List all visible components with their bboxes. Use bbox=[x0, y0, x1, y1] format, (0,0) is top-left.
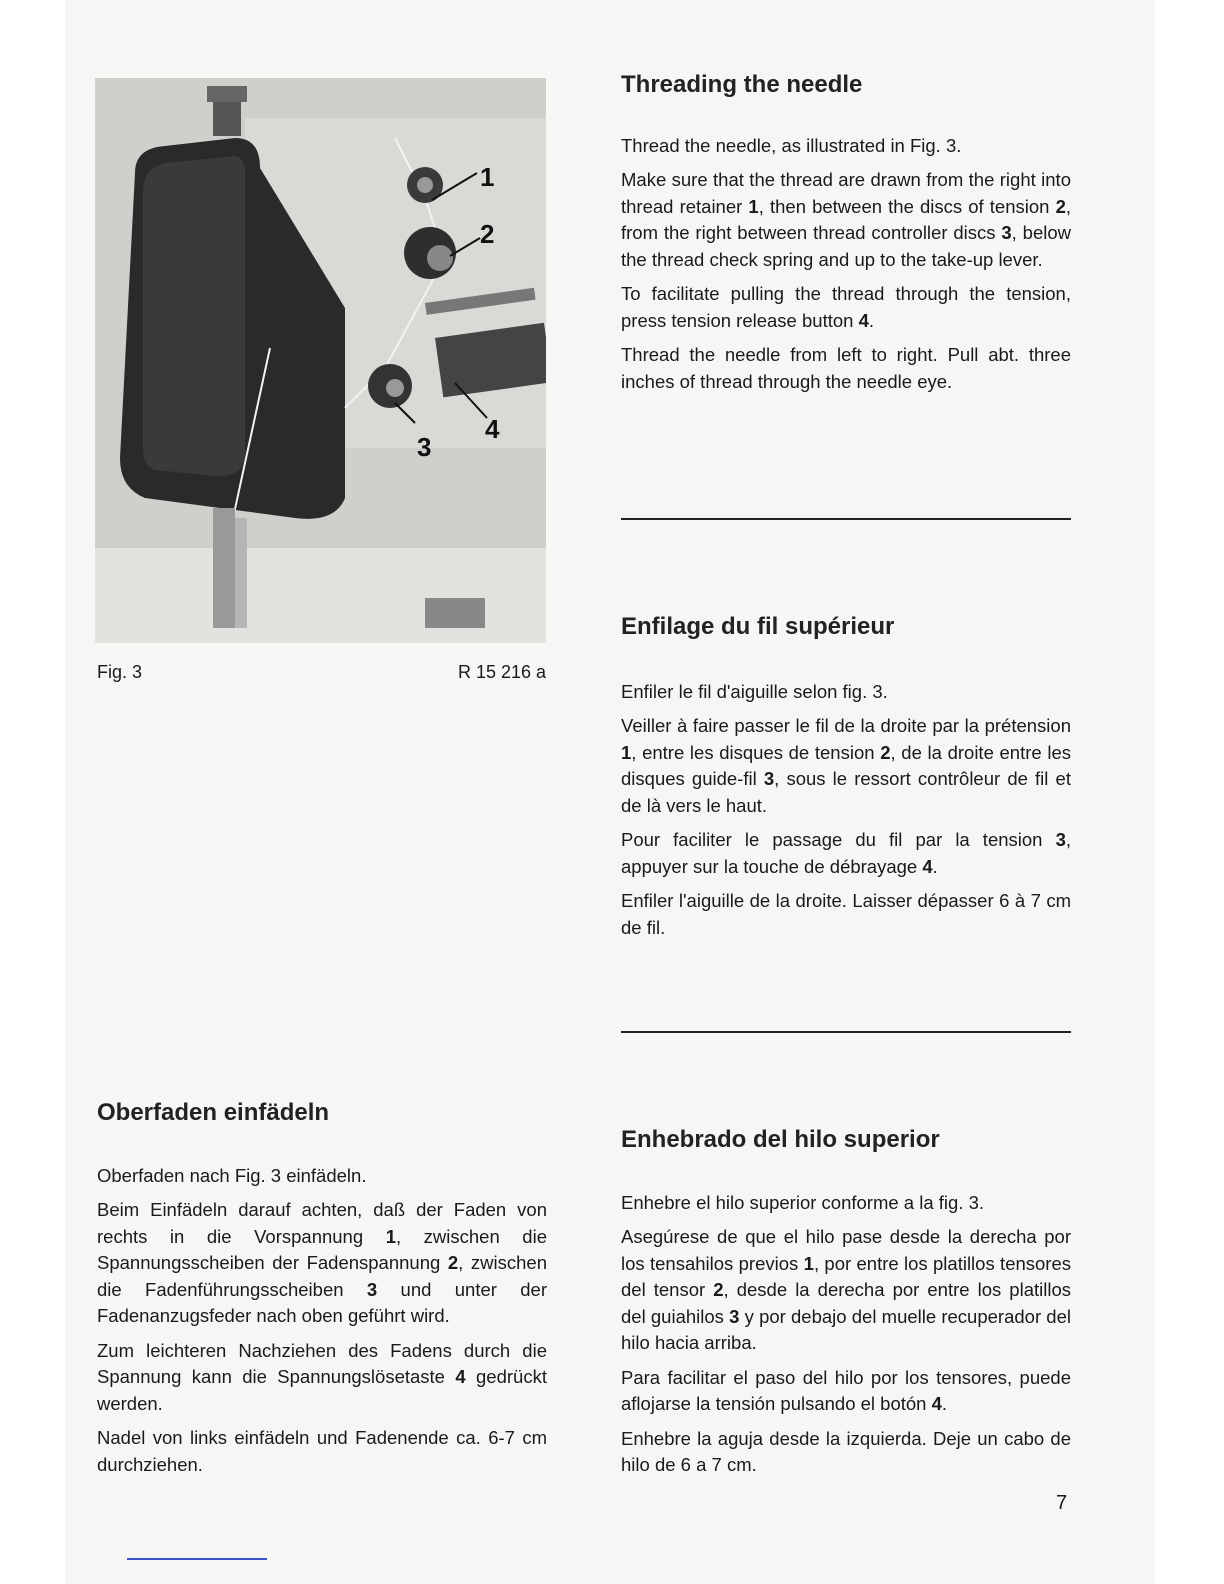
spanish-p4: Enhebre la aguja desde la izquierda. Deje un cabo de hilo de 6 a 7 cm. bbox=[621, 1427, 1071, 1475]
french-p2: Veiller à faire passer le fil de la droite par la prétension 1, entre les disques de tension 2, de la droite entre les disques guide-fil 3, sous le ressort contrôleur de fil et de là vers le haut. bbox=[621, 715, 1071, 816]
english-section bbox=[621, 72, 1071, 403]
english-p4: Thread the needle from left to right. Pull abt. three inches of thread through the needle eye. bbox=[621, 344, 1071, 392]
figure-reference: R 15 216 a bbox=[458, 662, 547, 682]
sewing-machine-illustration bbox=[95, 78, 546, 643]
french-p1: Enfiler le fil d'aiguille selon fig. 3. bbox=[621, 680, 888, 702]
german-p2: Beim Einfädeln darauf achten, daß der Faden von rechts in die Vorspannung 1, zwischen die Spannungsscheiben der Fadenspannung 2, zwischen die Fadenführungsscheiben 3 und unter der Fadenanzugsfeder nach oben geführt wird. bbox=[97, 1199, 547, 1326]
section-divider bbox=[621, 518, 1071, 520]
english-title: Threading the needle bbox=[621, 71, 863, 98]
spanish-section bbox=[621, 1127, 1071, 1487]
page-number: 7 bbox=[1056, 1492, 1068, 1514]
figure-photo bbox=[95, 78, 546, 643]
callout-3: 3 bbox=[417, 432, 432, 462]
section-divider bbox=[621, 1031, 1071, 1033]
english-p1: Thread the needle, as illustrated in Fig. 3. bbox=[621, 134, 962, 156]
german-section bbox=[97, 1100, 547, 1486]
english-p3: To facilitate pulling the thread through the tension, press tension release button 4. bbox=[621, 283, 1071, 331]
french-p3: Pour faciliter le passage du fil par la tension 3, appuyer sur la touche de débrayage 4. bbox=[621, 829, 1071, 877]
spanish-p3: Para facilitar el paso del hilo por los tensores, puede aflojarse la tensión pulsando el botón 4. bbox=[621, 1366, 1071, 1414]
french-p4: Enfiler l'aiguille de la droite. Laisser dépasser 6 à 7 cm de fil. bbox=[621, 890, 1071, 938]
spanish-title: Enhebrado del hilo superior bbox=[621, 1126, 940, 1153]
callout-1: 1 bbox=[480, 162, 495, 192]
decorative-line bbox=[127, 1558, 267, 1560]
french-title: Enfilage du fil supérieur bbox=[621, 613, 895, 640]
spanish-p1: Enhebre el hilo superior conforme a la fig. 3. bbox=[621, 1191, 985, 1213]
german-p3: Zum leichteren Nachziehen des Fadens durch die Spannung kann die Spannungslösetaste 4 gedrückt werden. bbox=[97, 1339, 547, 1414]
german-p1: Oberfaden nach Fig. 3 einfädeln. bbox=[97, 1164, 367, 1186]
spanish-p2: Asegúrese de que el hilo pase desde la derecha por los tensahilos previos 1, por entre los platillos tensores del tensor 2, desde la derecha por entre los platillos del guiahilos 3 y por debajo del muelle recuperador del hilo hacia arriba. bbox=[621, 1226, 1072, 1353]
figure-caption: Fig. 3 bbox=[97, 662, 143, 682]
callout-4: 4 bbox=[485, 414, 500, 444]
french-section bbox=[621, 614, 1071, 949]
callout-2: 2 bbox=[480, 219, 495, 249]
german-p4: Nadel von links einfädeln und Fadenende ca. 6-7 cm durchziehen. bbox=[97, 1427, 547, 1475]
english-p2: Make sure that the thread are drawn from the right into thread retainer 1, then between the discs of tension 2, from the right between thread controller discs 3, below the thread check spring and up to the take-up lever. bbox=[621, 169, 1071, 270]
german-title: Oberfaden einfädeln bbox=[97, 1099, 330, 1126]
